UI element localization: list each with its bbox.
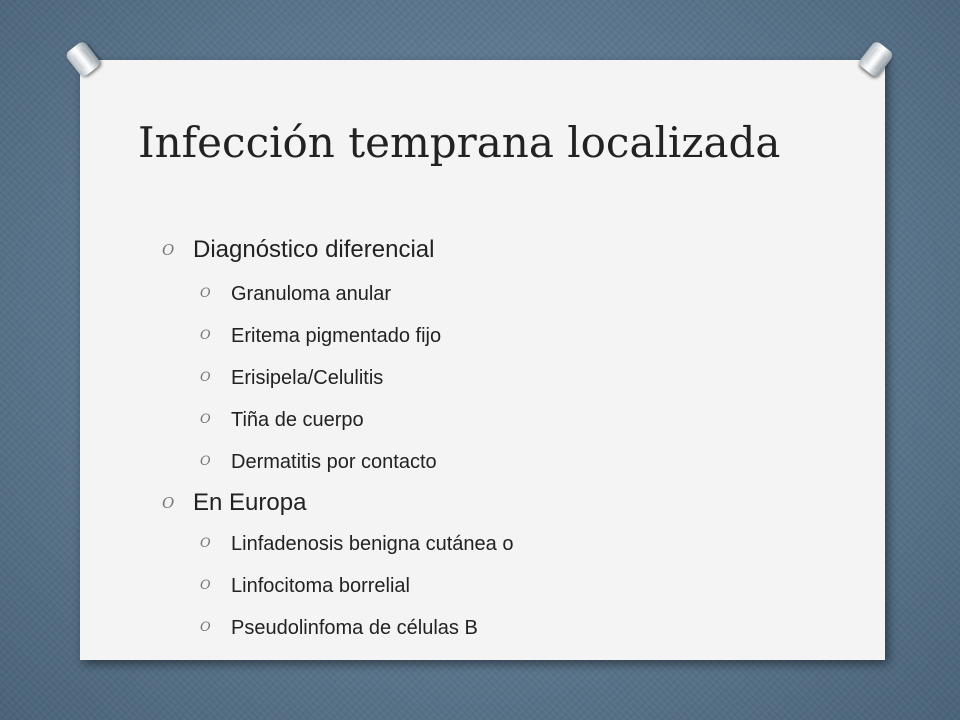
bullet-icon: O [200, 578, 211, 593]
bullet-icon: O [200, 370, 211, 385]
list-item [162, 315, 862, 357]
list-item-text: Pseudolinfoma de células B [231, 617, 478, 639]
list-item [162, 523, 862, 565]
list-item-text: Dermatitis por contacto [231, 451, 437, 473]
bullet-list [162, 230, 862, 649]
bullet-icon: O [200, 286, 211, 301]
list-item [162, 607, 862, 649]
list-item [162, 357, 862, 399]
list-item-text: Linfadenosis benigna cutánea o [231, 533, 514, 555]
list-item [162, 441, 862, 483]
list-item-text: Granuloma anular [231, 283, 392, 305]
section-heading: Diagnóstico diferencial [193, 236, 435, 263]
bullet-icon: O [200, 536, 211, 551]
bullet-icon: O [162, 241, 175, 259]
list-item-text: Linfocitoma borrelial [231, 575, 410, 597]
list-item [162, 230, 862, 270]
list-item [162, 399, 862, 441]
slide-title: Infección temprana localizada [138, 118, 781, 167]
bullet-icon: O [200, 328, 211, 343]
list-item-text: Eritema pigmentado fijo [231, 325, 442, 347]
list-item [162, 483, 862, 523]
list-item-text: Erisipela/Celulitis [231, 367, 384, 389]
section-heading: En Europa [193, 489, 307, 516]
list-item [162, 273, 862, 315]
bullet-icon: O [200, 412, 211, 427]
bullet-icon: O [200, 620, 211, 635]
list-item-text: Tiña de cuerpo [231, 409, 364, 431]
bullet-icon: O [200, 454, 211, 469]
bullet-icon: O [162, 494, 175, 512]
list-item [162, 565, 862, 607]
